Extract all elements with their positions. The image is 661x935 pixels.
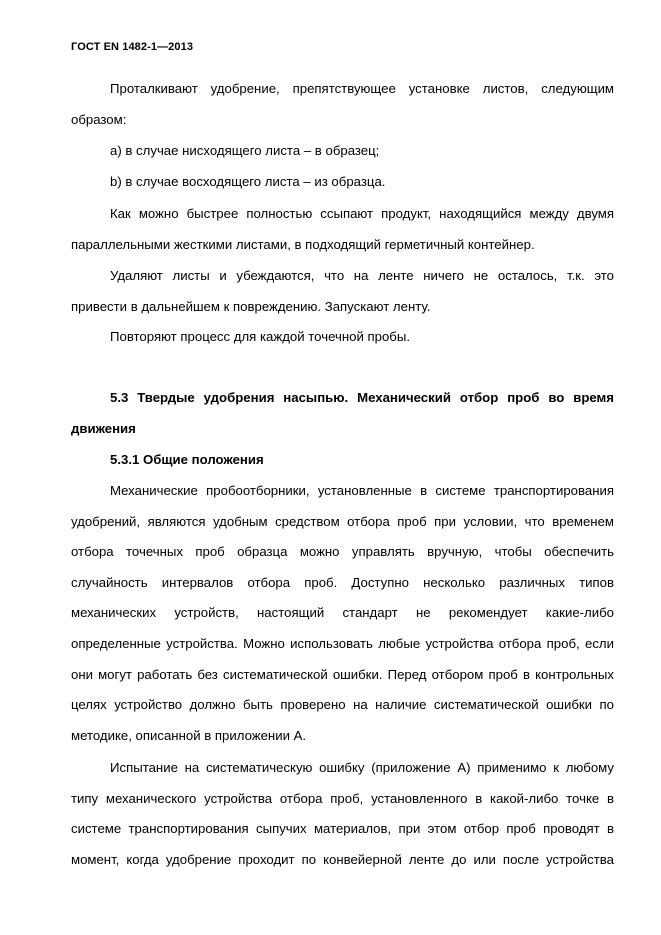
text-line: образом: [71,112,127,127]
text-line: Механические пробоотборники, установленные в системе транспортирования [110,483,614,498]
section-heading: 5.3 Твердые удобрения насыпью. Механический отбор проб во время [110,390,614,405]
text-line: отбора точечных проб образца можно управлять вручную, чтобы обеспечить [71,544,614,559]
list-item: а) в случае нисходящего листа – в образец; [110,143,380,158]
text-line: Испытание на систематическую ошибку (приложение А) применимо к любому [110,760,614,775]
section-heading: движения [71,421,136,436]
text-line: удобрений, являются удобным средством отбора проб при условии, что временем [71,514,614,529]
text-line: Повторяют процесс для каждой точечной пробы. [110,329,410,344]
text-line: механических устройств, настоящий стандарт не рекомендует какие-либо [71,605,614,620]
text-line: методике, описанной в приложении А. [71,728,307,743]
text-line: случайность интервалов отбора проб. Доступно несколько различных типов [71,575,614,590]
text-line: типу механического устройства отбора проб, установленного в какой-либо точке в [71,791,614,806]
text-line: системе транспортирования сыпучих материалов, при этом отбор проб проводят в [71,821,614,836]
text-line: они могут работать без систематической ошибки. Перед отбором проб в контрольных [71,667,614,682]
text-line: Удаляют листы и убеждаются, что на ленте ничего не осталось, т.к. это [110,268,614,283]
subsection-heading: 5.3.1 Общие положения [110,452,264,467]
text-line: целях устройство должно быть проверено на наличие систематической ошибки по [71,697,614,712]
text-line: параллельными жесткими листами, в подходящий герметичный контейнер. [71,237,535,252]
text-line: Проталкивают удобрение, препятствующее установке листов, следующим [110,81,614,96]
standard-header: ГОСТ EN 1482-1—2013 [71,41,194,53]
list-item: b) в случае восходящего листа – из образца. [110,174,386,189]
text-line: определенные устройства. Можно использовать любые устройства отбора проб, если [71,636,614,651]
text-line: Как можно быстрее полностью ссыпают продукт, находящийся между двумя [110,206,614,221]
text-line: момент, когда удобрение проходит по конвейерной ленте до или после устройства [71,852,614,867]
text-line: привести в дальнейшем к повреждению. Запускают ленту. [71,299,431,314]
